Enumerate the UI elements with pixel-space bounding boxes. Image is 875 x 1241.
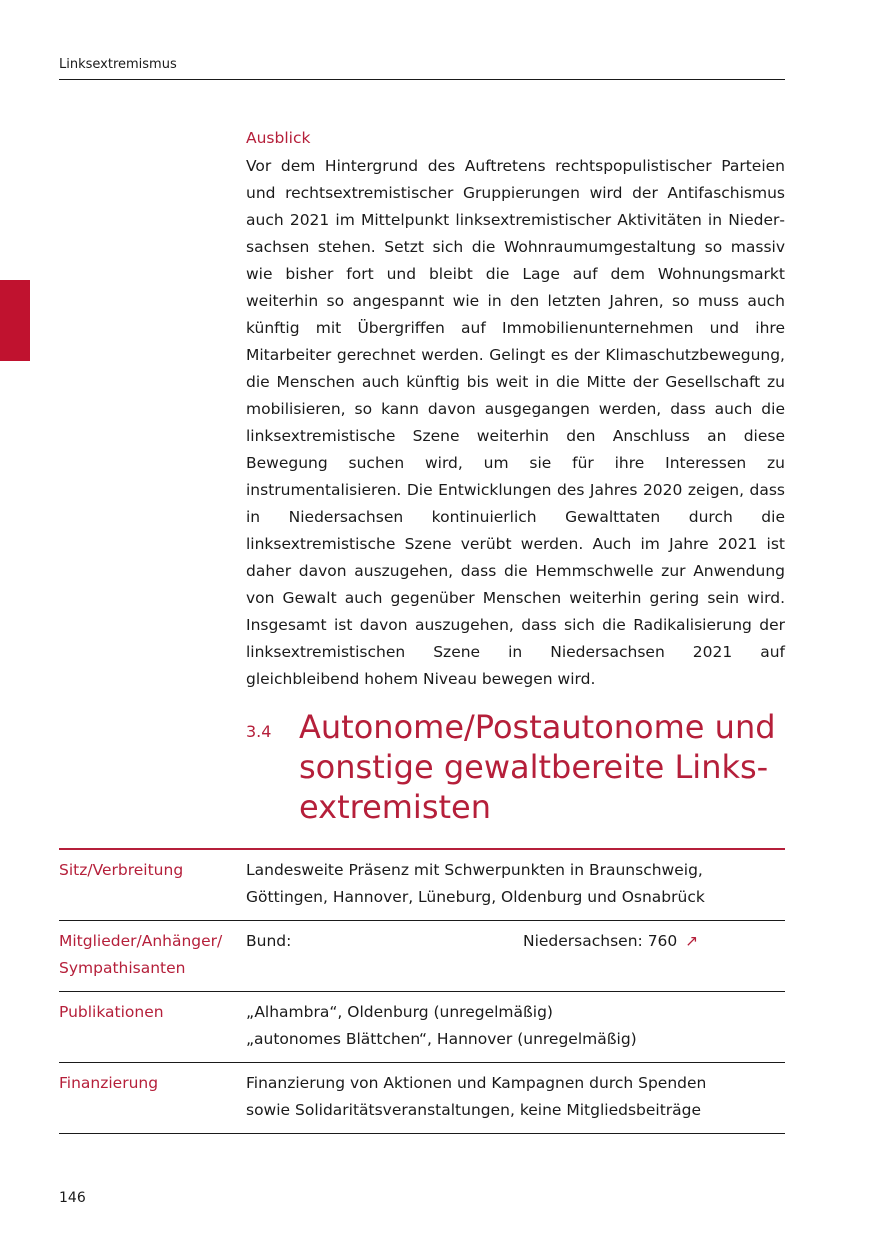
- seat-line-1: Landesweite Präsenz mit Schwerpunkten in Braunschweig,: [246, 861, 703, 879]
- members-label-line-1: Mitglieder/Anhänger/: [59, 932, 223, 950]
- running-header: Linksextremismus: [59, 57, 177, 72]
- fact-label-members: [59, 928, 246, 982]
- publication-line-2: „autonomes Blättchen“, Hannover (unregelmäßig): [246, 1030, 637, 1048]
- fact-value-members: [246, 928, 785, 982]
- fact-label-seat: Sitz/Verbreitung: [59, 861, 184, 879]
- chapter-side-tab: [0, 280, 30, 361]
- fact-table: [59, 848, 785, 1134]
- funding-line-1: Finanzierung von Aktionen und Kampagnen durch Spenden: [246, 1074, 707, 1092]
- chapter-number: 3.4: [246, 722, 272, 741]
- header-rule: [59, 79, 785, 80]
- outlook-paragraph: Vor dem Hintergrund des Auftretens rechtspopulistischer Parteien und rechtsextremistischer Gruppierungen wird der Antifaschismus auch 2021 im Mittelpunkt linksextremistischer Aktivitäten in Niedersachsen stehen. Setzt sich die Wohnraumumgestaltung so massiv wie bisher fort und bleibt die Lage auf dem Wohnungsmarkt weiterhin so angespannt wie in den letzten Jahren, so muss auch künftig mit Übergriffen auf Immobilienunternehmen und ihre Mitarbeiter gerechnet werden. Gelingt es der Klimaschutzbewegung, die Menschen auch künftig bis weit in die Mitte der Gesellschaft zu mobilisieren, so kann davon ausgegangen werden, dass auch die linksextremistische Szene weiterhin den Anschluss an diese Bewegung suchen wird, um sie für ihre Interessen zu instrumentalisieren. Die Entwicklungen des Jahres 2020 zeigen, dass in Niedersachsen kontinuierlich Gewalttaten durch die linksextremistische Szene verübt werden. Auch im Jahre 2021 ist daher davon auszugehen, dass die Hemmschwelle zur Anwendung von Gewalt auch gegenüber Menschen weiterhin gering sein wird. Insgesamt ist davon auszugehen, dass sich die Radikalisierung der linksextremistischen Szene in Niedersachsen 2021 auf gleichbleibend hohem Niveau bewegen wird.: [246, 157, 785, 688]
- seat-line-2: Göttingen, Hannover, Lüneburg, Oldenburg und Osnabrück: [246, 888, 705, 906]
- trend-up-icon: ↗: [685, 932, 699, 950]
- publication-line-1: „Alhambra“, Oldenburg (unregelmäßig): [246, 1003, 553, 1021]
- fact-row-members: [59, 921, 785, 992]
- members-federal: Bund:: [246, 932, 292, 950]
- members-state: Niedersachsen: 760: [523, 932, 678, 950]
- funding-line-2: sowie Solidaritätsveranstaltungen, keine Mitgliedsbeiträge: [246, 1101, 702, 1119]
- members-label-line-2: Sympathisanten: [59, 959, 186, 977]
- fact-value-seat: [246, 857, 785, 911]
- page-number: 146: [59, 1190, 86, 1206]
- fact-row-seat: [59, 850, 785, 921]
- fact-value-publications: [246, 999, 785, 1053]
- fact-label-funding: Finanzierung: [59, 1074, 159, 1092]
- fact-row-publications: [59, 992, 785, 1063]
- fact-label-publications: Publikationen: [59, 1003, 164, 1021]
- fact-row-funding: [59, 1063, 785, 1134]
- outlook-heading: Ausblick: [246, 129, 311, 147]
- fact-value-funding: [246, 1070, 785, 1124]
- chapter-title: Autonome/Postautonome und sonstige gewaltbereite Linksextremisten: [299, 708, 776, 826]
